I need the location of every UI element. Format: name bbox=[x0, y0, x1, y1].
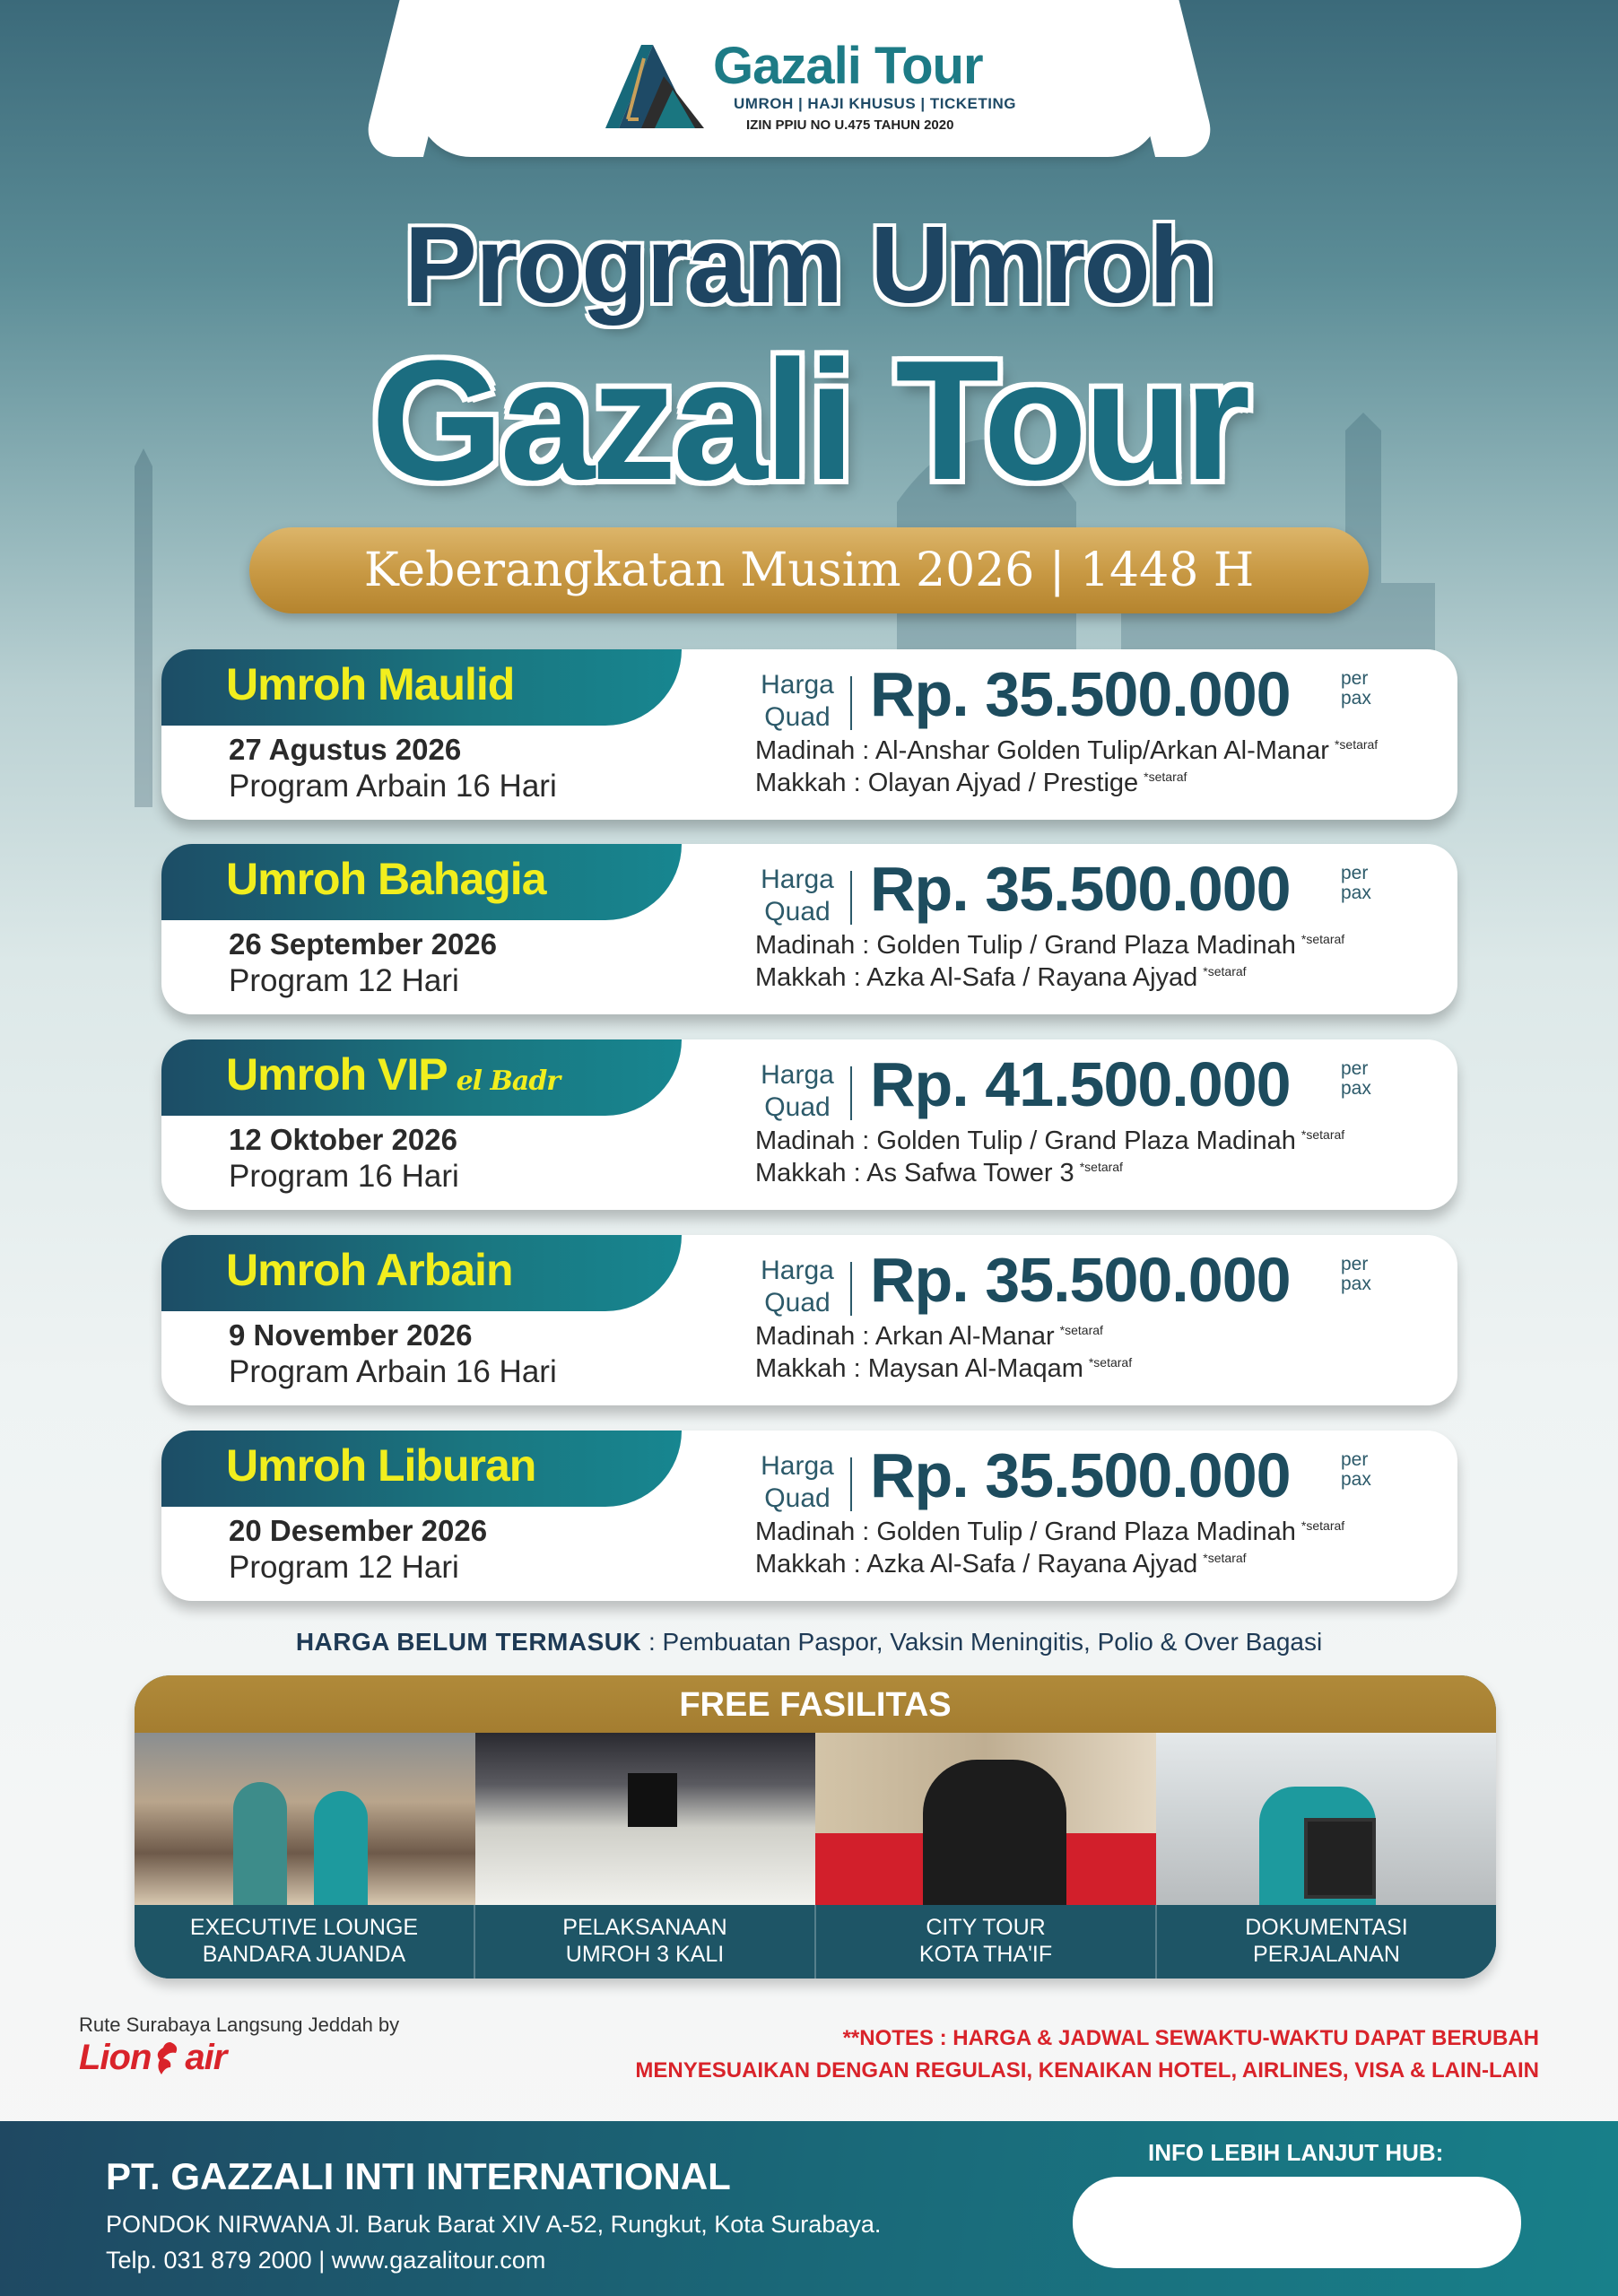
info-label: INFO LEBIH LANJUT HUB: bbox=[1148, 2139, 1444, 2166]
departure-date: 20 Desember 2026 bbox=[229, 1514, 488, 1547]
package-card-bahagia bbox=[161, 844, 1457, 1014]
brand-license: IZIN PPIU NO U.475 TAHUN 2020 bbox=[746, 117, 954, 133]
per-pax-label bbox=[1341, 1059, 1371, 1099]
facility-label-line2: UMROH 3 KALI bbox=[565, 1942, 725, 1967]
divider bbox=[850, 676, 852, 730]
price-label bbox=[753, 1059, 841, 1124]
program-duration: Program 12 Hari bbox=[229, 963, 459, 998]
notes-line2: MENYESUAIKAN DENGAN REGULASI, KENAIKAN HOTEL, AIRLINES, VISA & LAIN-LAIN bbox=[635, 2058, 1539, 2083]
price-label-harga: Harga bbox=[761, 1256, 834, 1285]
price-label bbox=[753, 864, 841, 928]
price-label-harga: Harga bbox=[761, 865, 834, 894]
notes-line1: **NOTES : HARGA & JADWAL SEWAKTU-WAKTU DAPAT BERUBAH bbox=[842, 2026, 1539, 2050]
facilities-title: FREE FASILITAS bbox=[135, 1675, 1496, 1733]
madinah-hotel bbox=[755, 736, 1378, 766]
program-duration: Program 12 Hari bbox=[229, 1550, 459, 1585]
departure-date: 9 November 2026 bbox=[229, 1318, 473, 1352]
departure-date: 26 September 2026 bbox=[229, 927, 498, 961]
setaraf-note: *setaraf bbox=[1300, 932, 1345, 947]
makkah-hotel-text: Makkah : Olayan Ajyad / Prestige bbox=[755, 769, 1139, 797]
price-label bbox=[753, 1450, 841, 1515]
company-contact: Telp. 031 879 2000 | www.gazalitour.com bbox=[106, 2247, 546, 2274]
facility-label-line1: DOKUMENTASI bbox=[1245, 1915, 1408, 1940]
package-price: Rp. 35.500.000 bbox=[870, 854, 1291, 924]
facility-city-tour bbox=[816, 1905, 1157, 1979]
route-text: Rute Surabaya Langsung Jeddah by bbox=[79, 2013, 400, 2036]
makkah-hotel bbox=[755, 1354, 1132, 1384]
lion-air-logo-right: air bbox=[185, 2038, 227, 2077]
package-name-text: Umroh Liburan bbox=[226, 1440, 536, 1491]
madinah-hotel-text: Madinah : Golden Tulip / Grand Plaza Madinah bbox=[755, 1126, 1296, 1155]
setaraf-note: *setaraf bbox=[1300, 1127, 1345, 1143]
package-name bbox=[226, 658, 523, 710]
madinah-hotel bbox=[755, 931, 1344, 961]
price-label-quad: Quad bbox=[764, 702, 831, 732]
departure-date: 12 Oktober 2026 bbox=[229, 1123, 457, 1156]
facility-umroh-3-kali bbox=[475, 1905, 816, 1979]
setaraf-note: *setaraf bbox=[1088, 1355, 1133, 1370]
per-text: per bbox=[1341, 1449, 1369, 1470]
pax-text: pax bbox=[1341, 688, 1371, 709]
package-card-arbain bbox=[161, 1235, 1457, 1405]
package-price: Rp. 35.500.000 bbox=[870, 659, 1291, 729]
package-name bbox=[226, 1439, 544, 1492]
free-facilities-panel bbox=[135, 1675, 1496, 1979]
program-duration: Program Arbain 16 Hari bbox=[229, 1354, 557, 1389]
per-pax-label bbox=[1341, 1255, 1371, 1294]
price-label-quad: Quad bbox=[764, 1092, 831, 1122]
divider bbox=[850, 1457, 852, 1511]
makkah-hotel-text: Makkah : As Safwa Tower 3 bbox=[755, 1159, 1074, 1187]
package-price: Rp. 41.500.000 bbox=[870, 1049, 1291, 1119]
makkah-hotel-text: Makkah : Azka Al-Safa / Rayana Ajyad bbox=[755, 963, 1198, 992]
price-label bbox=[753, 669, 841, 734]
footer bbox=[0, 2121, 1618, 2296]
madinah-hotel-text: Madinah : Al-Anshar Golden Tulip/Arkan Al-Manar bbox=[755, 736, 1329, 765]
facilities-labels bbox=[135, 1905, 1496, 1979]
brand-tagline: UMROH | HAJI KHUSUS | TICKETING bbox=[734, 95, 1016, 112]
package-name bbox=[226, 1048, 560, 1100]
package-name bbox=[226, 1244, 522, 1296]
package-price: Rp. 35.500.000 bbox=[870, 1245, 1291, 1315]
facility-label-line2: BANDARA JUANDA bbox=[202, 1942, 406, 1967]
company-address: PONDOK NIRWANA Jl. Baruk Barat XIV A-52, Rungkut, Kota Surabaya. bbox=[106, 2211, 882, 2238]
pax-text: pax bbox=[1341, 1274, 1371, 1294]
per-pax-label bbox=[1341, 669, 1371, 709]
divider bbox=[850, 871, 852, 925]
makkah-hotel bbox=[755, 963, 1247, 993]
facility-label-line1: EXECUTIVE LOUNGE bbox=[189, 1915, 419, 1940]
package-name-text: Umroh VIP bbox=[226, 1049, 448, 1100]
departure-date: 27 Agustus 2026 bbox=[229, 733, 462, 766]
price-label-quad: Quad bbox=[764, 1288, 831, 1318]
setaraf-note: *setaraf bbox=[1079, 1160, 1123, 1175]
price-label-harga: Harga bbox=[761, 670, 834, 700]
facility-label-line2: PERJALANAN bbox=[1253, 1942, 1400, 1967]
pax-text: pax bbox=[1341, 1469, 1371, 1490]
package-card-maulid bbox=[161, 649, 1457, 820]
price-label-harga: Harga bbox=[761, 1060, 834, 1090]
madinah-hotel bbox=[755, 1518, 1344, 1547]
makkah-hotel-text: Makkah : Maysan Al-Maqam bbox=[755, 1354, 1083, 1383]
package-name bbox=[226, 853, 555, 905]
madinah-hotel bbox=[755, 1322, 1103, 1352]
package-card-liburan bbox=[161, 1431, 1457, 1601]
hero-title-line1: Program Umroh bbox=[404, 204, 1214, 326]
exclusions-label: HARGA BELUM TERMASUK bbox=[295, 1628, 642, 1656]
per-text: per bbox=[1341, 1254, 1369, 1274]
per-text: per bbox=[1341, 668, 1369, 689]
madinah-hotel-text: Madinah : Arkan Al-Manar bbox=[755, 1322, 1055, 1351]
price-label-quad: Quad bbox=[764, 897, 831, 926]
lion-bird-icon bbox=[152, 2040, 183, 2078]
cable-car-photo bbox=[815, 1733, 1156, 1905]
per-text: per bbox=[1341, 1058, 1369, 1079]
airport-lounge-photo bbox=[135, 1733, 475, 1905]
lion-air-logo-left: Lion bbox=[79, 2038, 152, 2077]
notes bbox=[635, 2022, 1539, 2087]
package-name-sub: el Badr bbox=[456, 1065, 561, 1097]
pax-text: pax bbox=[1341, 1078, 1371, 1099]
makkah-hotel bbox=[755, 1159, 1123, 1188]
program-duration: Program 16 Hari bbox=[229, 1159, 459, 1194]
facility-executive-lounge bbox=[135, 1905, 475, 1979]
package-name-text: Umroh Bahagia bbox=[226, 854, 546, 904]
contact-info-box bbox=[1073, 2177, 1521, 2268]
season-banner: Keberangkatan Musim 2026 | 1448 H bbox=[249, 527, 1369, 613]
arrival-documentation-photo bbox=[1156, 1733, 1497, 1905]
brand-name: Gazali Tour bbox=[713, 37, 983, 95]
makkah-hotel bbox=[755, 769, 1187, 798]
program-duration: Program Arbain 16 Hari bbox=[229, 769, 557, 804]
pax-text: pax bbox=[1341, 883, 1371, 903]
lion-air-logo bbox=[79, 2038, 226, 2078]
facilities-photos bbox=[135, 1733, 1496, 1905]
facility-label-line1: PELAKSANAAN bbox=[562, 1915, 727, 1940]
madinah-hotel bbox=[755, 1126, 1344, 1156]
price-label-harga: Harga bbox=[761, 1451, 834, 1481]
package-card-vip bbox=[161, 1039, 1457, 1210]
price-label bbox=[753, 1255, 841, 1319]
facility-documentation bbox=[1157, 1905, 1496, 1979]
madinah-hotel-text: Madinah : Golden Tulip / Grand Plaza Madinah bbox=[755, 931, 1296, 960]
makkah-hotel bbox=[755, 1550, 1247, 1579]
divider bbox=[850, 1066, 852, 1120]
setaraf-note: *setaraf bbox=[1300, 1518, 1345, 1534]
exclusions-text: : Pembuatan Paspor, Vaksin Meningitis, Polio & Over Bagasi bbox=[641, 1628, 1323, 1656]
divider bbox=[850, 1262, 852, 1316]
per-pax-label bbox=[1341, 1450, 1371, 1490]
madinah-hotel-text: Madinah : Golden Tulip / Grand Plaza Madinah bbox=[755, 1518, 1296, 1546]
package-name-text: Umroh Maulid bbox=[226, 659, 515, 709]
kaaba-group-photo bbox=[475, 1733, 816, 1905]
package-name-text: Umroh Arbain bbox=[226, 1245, 513, 1295]
hero-title-line2: Gazali Tour bbox=[370, 326, 1248, 516]
setaraf-note: *setaraf bbox=[1203, 1551, 1247, 1566]
gazali-logo-icon bbox=[601, 40, 709, 130]
setaraf-note: *setaraf bbox=[1059, 1323, 1103, 1338]
setaraf-note: *setaraf bbox=[1334, 737, 1379, 752]
per-pax-label bbox=[1341, 864, 1371, 903]
price-label-quad: Quad bbox=[764, 1483, 831, 1513]
setaraf-note: *setaraf bbox=[1144, 770, 1187, 785]
company-name: PT. GAZZALI INTI INTERNATIONAL bbox=[106, 2155, 731, 2197]
package-price: Rp. 35.500.000 bbox=[870, 1440, 1291, 1510]
facility-label-line2: KOTA THA'IF bbox=[918, 1942, 1053, 1967]
facility-label-line1: CITY TOUR bbox=[926, 1915, 1046, 1940]
makkah-hotel-text: Makkah : Azka Al-Safa / Rayana Ajyad bbox=[755, 1550, 1198, 1578]
price-exclusions bbox=[0, 1628, 1618, 1657]
per-text: per bbox=[1341, 863, 1369, 883]
setaraf-note: *setaraf bbox=[1203, 964, 1247, 979]
